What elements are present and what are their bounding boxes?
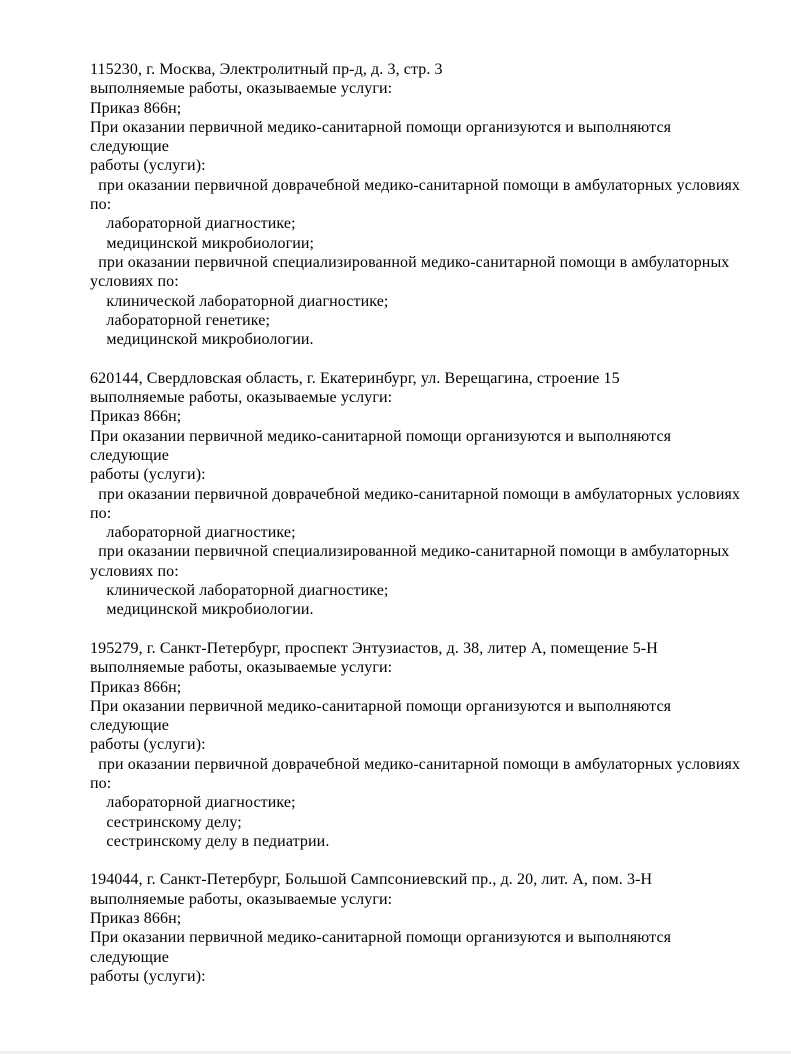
text-line: При оказании первичной медико-санитарной помощи организуются и выполняются следующие (90, 118, 676, 156)
text-line: Приказ 866н; (90, 99, 182, 117)
text-line: медицинской микробиологии. (90, 331, 314, 349)
text-line: медицинской микробиологии; (90, 234, 315, 252)
text-line: при оказании первичной специализированной медико-санитарной помощи в амбулаторных (90, 253, 730, 271)
text-line: работы (услуги): (90, 466, 206, 484)
text-line: При оказании первичной медико-санитарной помощи организуются и выполняются следующие (90, 697, 676, 735)
text-line: При оказании первичной медико-санитарной помощи организуются и выполняются следующие (90, 427, 676, 464)
text-line: клинической лабораторной диагностике; (90, 292, 389, 310)
text-line: по: (90, 504, 112, 522)
address-block (90, 639, 745, 851)
text-line: выполняемые работы, оказываемые услуги: (90, 659, 393, 677)
text-line: Приказ 866н; (90, 910, 182, 928)
text-line: при оказании первичной доврачебной медико-санитарной помощи в амбулаторных условиях (90, 176, 741, 194)
text-line: условиях по: (90, 273, 179, 291)
address-block (90, 870, 745, 986)
text-line: работы (услуги): (90, 736, 206, 754)
text-line: при оказании первичной доврачебной медико-санитарной помощи в амбулаторных условиях (90, 485, 741, 503)
address-line: 194044, г. Санкт-Петербург, Большой Сампсониевский пр., д. 20, лит. А, пом. 3-Н (90, 871, 653, 889)
text-line: при оказании первичной доврачебной медико-санитарной помощи в амбулаторных условиях (90, 755, 741, 773)
text-line: выполняемые работы, оказываемые услуги: (90, 80, 393, 98)
text-line: лабораторной диагностике; (90, 524, 296, 542)
text-line: при оказании первичной специализированной медико-санитарной помощи в амбулаторных (90, 543, 730, 561)
text-line: медицинской микробиологии. (90, 601, 314, 619)
text-line: сестринскому делу в педиатрии. (90, 832, 330, 850)
text-line: по: (90, 774, 112, 792)
text-line: лабораторной диагностике; (90, 794, 296, 812)
address-block (90, 60, 745, 349)
license-address-list (90, 60, 745, 986)
text-line: выполняемые работы, оказываемые услуги: (90, 389, 393, 407)
text-line: по: (90, 196, 112, 214)
address-line: 195279, г. Санкт-Петербург, проспект Энтузиастов, д. 38, литер А, помещение 5-Н (90, 639, 658, 657)
text-line: работы (услуги): (90, 157, 206, 175)
text-line: Приказ 866н; (90, 678, 182, 696)
text-line: лабораторной диагностике; (90, 215, 296, 233)
text-line: работы (услуги): (90, 967, 206, 985)
address-line: 115230, г. Москва, Электролитный пр-д, д. 3, стр. 3 (90, 61, 443, 78)
text-line: условиях по: (90, 562, 179, 580)
document-page (90, 60, 745, 986)
text-line: При оказании первичной медико-санитарной помощи организуются и выполняются следующие (90, 929, 676, 966)
text-line: лабораторной генетике; (90, 311, 271, 329)
address-line: 620144, Свердловская область, г. Екатеринбург, ул. Верещагина, строение 15 (90, 369, 620, 387)
text-line: выполняемые работы, оказываемые услуги: (90, 890, 393, 908)
text-line: Приказ 866н; (90, 408, 182, 426)
text-line: клинической лабораторной диагностике; (90, 582, 389, 600)
text-line: сестринскому делу; (90, 813, 242, 831)
address-block (90, 369, 745, 620)
